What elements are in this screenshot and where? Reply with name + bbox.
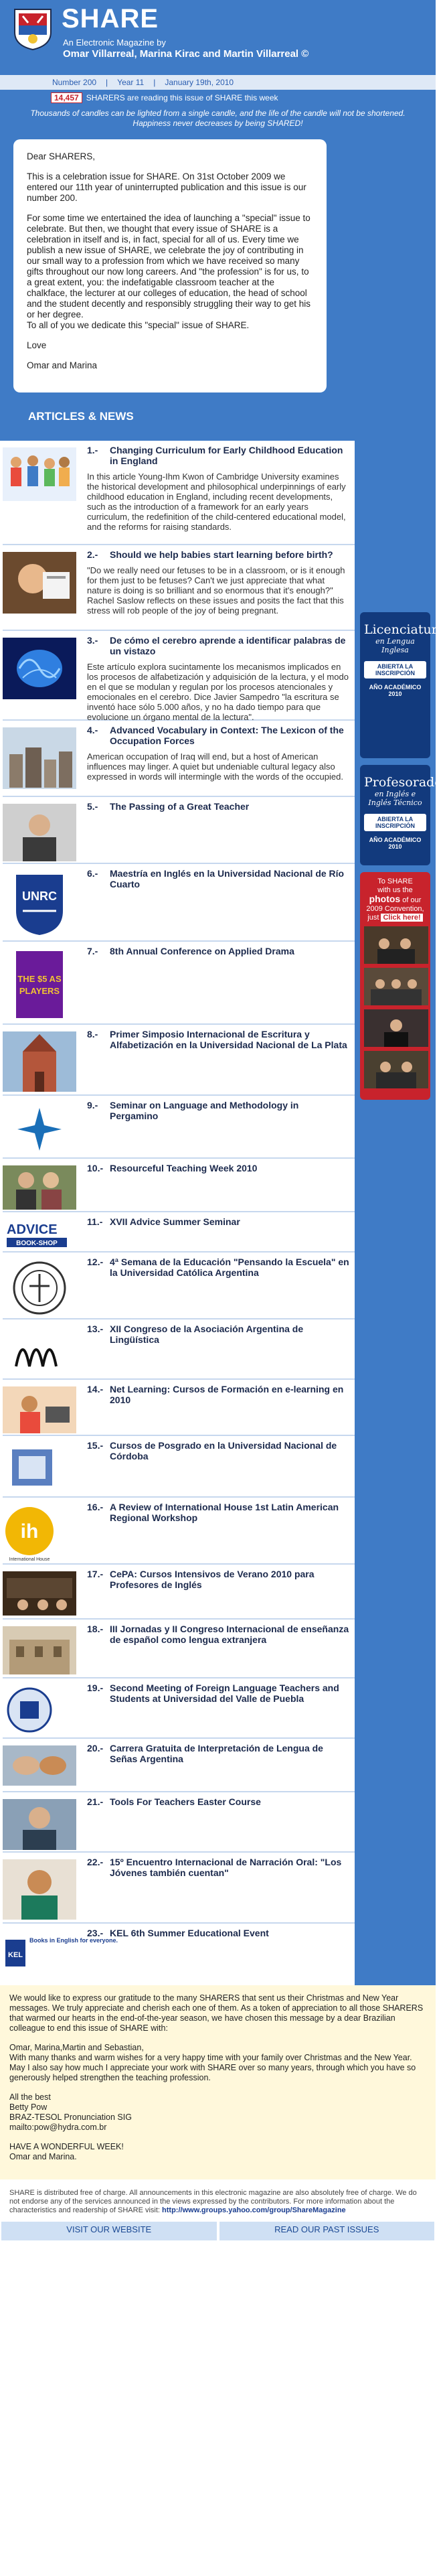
article-item[interactable] [3, 631, 355, 721]
article-title[interactable]: 2.- Should we help babies start learning before birth? [87, 549, 333, 560]
editor-letter [13, 139, 327, 392]
svg-text:PLAYERS: PLAYERS [19, 986, 60, 996]
header [0, 0, 436, 75]
article-item[interactable] [3, 1096, 355, 1159]
ad-subtitle: en Inglés e Inglés Técnico [368, 790, 422, 807]
convention-photo [364, 968, 428, 1005]
baby-photo [3, 552, 76, 614]
puebla-seal [3, 1685, 76, 1735]
letter-sign-love: Love [27, 340, 47, 350]
advice-logo [3, 1219, 76, 1248]
letter-signature: Omar and Marina [27, 360, 98, 370]
article-item[interactable] [3, 1853, 355, 1924]
convention-photo [364, 926, 428, 964]
players-logo [3, 948, 76, 1022]
profesorado-ad[interactable] [360, 765, 442, 865]
footer-buttons [0, 2222, 436, 2240]
ad-year: AÑO ACADÉMICO 2010 [369, 837, 422, 850]
svg-text:THE $5 AS: THE $5 AS [17, 974, 62, 984]
svg-text:BOOK-SHOP: BOOK-SHOP [16, 1240, 58, 1247]
article-title[interactable]: 17.- CePA: Cursos Intensivos de Verano 2010 para Profesores de Inglés [87, 1569, 315, 1590]
editors-line: Omar Villarreal, Marina Kirac and Martin Villarreal © [63, 48, 309, 60]
header-quote: Thousands of candles can be lighted from a single candle, and the life of the candle will not be shortened. Happiness never decreases by being SHARED! [0, 106, 436, 133]
article-item[interactable] [3, 864, 355, 942]
article-item[interactable] [3, 797, 355, 864]
article-item[interactable] [3, 1212, 355, 1253]
svg-text:Books in English for everyone.: Books in English for everyone. [29, 1937, 118, 1944]
article-item[interactable] [3, 721, 355, 797]
article-item[interactable] [3, 1792, 355, 1853]
article-title[interactable]: 10.- Resourceful Teaching Week 2010 [87, 1163, 258, 1173]
brain-photo [3, 638, 76, 699]
unrc-logo [3, 871, 76, 938]
storytelling-photo [3, 1859, 76, 1920]
group-url-link[interactable]: http://www.groups.yahoo.com/group/ShareMagazine [162, 2206, 346, 2214]
article-item[interactable] [3, 1253, 355, 1319]
ad-year: AÑO ACADÉMICO 2010 [369, 684, 422, 697]
email-link[interactable]: mailto:pow@hydra.com.br [9, 2123, 107, 2132]
convention-photo [364, 1009, 428, 1047]
man-portrait [3, 1799, 76, 1850]
svg-text:UNRC: UNRC [22, 889, 57, 903]
building-photo [3, 1626, 76, 1674]
article-title[interactable]: 16.- A Review of International House 1st Latin American Regional Workshop [87, 1502, 339, 1523]
issue-bar: Number 200 | Year 11 | January 19th, 2010 [0, 75, 436, 90]
svg-text:International House: International House [9, 1557, 50, 1562]
article-title[interactable]: 15.- Cursos de Posgrado en la Universidad Nacional de Córdoba [87, 1440, 337, 1461]
article-title[interactable]: 23.- KEL 6th Summer Educational Event [87, 1928, 269, 1938]
article-title[interactable]: 5.- The Passing of a Great Teacher [87, 801, 250, 812]
article-title[interactable]: 1.- Changing Curriculum for Early Childhood Education in England [87, 445, 343, 466]
article-list [0, 441, 355, 1985]
footer [0, 2179, 436, 2222]
ih-logo [3, 1504, 76, 1562]
linguistics-logo [3, 1326, 76, 1376]
article-title[interactable]: 18.- III Jornadas y II Congreso Internacional de enseñanza de español como lengua extranjera [87, 1624, 349, 1645]
closing-message [0, 1985, 436, 2179]
sidebar [355, 441, 445, 1985]
article-item[interactable] [3, 942, 355, 1025]
letter-paragraph: For some time we entertained the idea of launching a "special" issue to celebrate. But then, we thought that every issue of SHARE is a celebration in itself and is, in fact, special for all of us. Every time we publish a new issue of SHARE, we celebrate the joy of contributing in our small way to a profession from which we have received so many gifts throughout our now long careers. And "the profession" is for us, to a great extent, you: the indefatigable classroom teacher at the chalkface, the lecturer at our colleges of education, the head of school and the student decently and responsibly struggling their way to get his or her degree. To all of you we dedicate this "special" issue of SHARE. [27, 213, 311, 330]
closing-paragraph: Omar, Marina,Martin and Sebastian, With many thanks and warm wishes for a very happy time with your family over Christmas and the New Year. May I also say how much I appreciate your work with SHARE over so many years, through which you have so generously helped strengthen the teaching profession. [9, 2043, 416, 2082]
sign-language-photo [3, 1745, 76, 1786]
article-item[interactable] [3, 1924, 355, 1985]
issue-number: Number 200 [52, 78, 97, 87]
seminar-logo [3, 1102, 76, 1156]
article-title[interactable]: 22.- 15º Encuentro Internacional de Narración Oral: "Los Jóvenes también cuentan" [87, 1857, 342, 1878]
article-item[interactable] [3, 1025, 355, 1096]
article-title[interactable]: 8.- Primer Simposio Internacional de Escritura y Alfabetización en la Universidad Nacional de La Plata [87, 1029, 347, 1050]
article-title[interactable]: 11.- XVII Advice Summer Seminar [87, 1216, 240, 1227]
children-photo [3, 447, 76, 501]
licenciatura-ad[interactable] [360, 612, 445, 758]
closing-farewell: HAVE A WONDERFUL WEEK! Omar and Marina. [9, 2142, 124, 2161]
issue-year: Year 11 [117, 78, 145, 87]
article-item[interactable] [3, 441, 355, 545]
article-item[interactable] [3, 1739, 355, 1792]
cathedral-photo [3, 1031, 76, 1092]
svg-text:ADVICE: ADVICE [7, 1222, 58, 1237]
ad-title: Licenciatura [364, 622, 445, 637]
article-item[interactable] [3, 1380, 355, 1436]
article-summary: "Do we really need our fetuses to be in a classroom, or is it enough for them just to be fetuses? Can't we just appreciate that what nature is doing is so brilliant and so enormous that it's enough?" Rachel Saslow reflects on these issues and posits the fact that this stress will rob people of the joy of being pregnant. [87, 565, 345, 616]
inscription-button[interactable]: ABIERTA LA INSCRIPCIÓN [364, 661, 426, 678]
article-item[interactable] [3, 1436, 355, 1498]
article-summary: Este artículo explora sucintamente los mecanismos implicados en los procesos de alfabetización y adquisición de la lectura, y el modo en el que se modulan y regulan por los procesos atencionales y emocionales en el cerebro. Dice Javier Sampedro "la escritura se inventó hace sólo 5.000 años, y no ha dado tiempo para que evolucione un órgano mental de la lectura". [87, 662, 349, 722]
article-title[interactable]: 21.- Tools For Teachers Easter Course [87, 1796, 261, 1807]
article-title[interactable]: 4.- Advanced Vocabulary in Context: The Lexicon of the Occupation Forces [87, 725, 344, 746]
content-area [0, 441, 445, 1985]
crest-logo [9, 5, 56, 52]
article-item[interactable] [3, 1620, 355, 1678]
uca-seal [3, 1259, 76, 1317]
footer-text: SHARE is distributed free of charge. All announcements in this electronic magazine are also absolutely free of charge. We do not endorse any of the services announced in the views expressed by the contributors. For more information about the characteristics and readership of SHARE visit: http://www.groups.yahoo.com/group/ShareMagazine [9, 2189, 417, 2214]
article-title[interactable]: 9.- Seminar on Language and Methodology in Pergamino [87, 1100, 299, 1121]
article-summary: In this article Young-Ihm Kwon of Cambridge University examines the historical development and philosophical underpinnings of early childhood education in England, including recent developments, such as the introduction of a framework for an early years curriculum, the redefinition of the child-centered educational model, and the reforms for raising standards. [87, 472, 346, 532]
kel-logo [3, 1930, 118, 1979]
closing-signature: All the best Betty Pow BRAZ-TESOL Pronunciation SIG mailto:pow@hydra.com.br [9, 2092, 132, 2132]
ad-subtitle: en Lengua Inglesa [375, 637, 415, 654]
convention-photo [364, 1051, 428, 1088]
article-item[interactable] [3, 1498, 355, 1565]
article-item[interactable] [3, 1565, 355, 1620]
article-item[interactable] [3, 545, 355, 631]
article-item[interactable] [3, 1159, 355, 1212]
closing-paragraph: We would like to express our gratitude to the many SHARERS that sent us their Christmas and New Year messages. We truly appreciate and cherish each one of them. As a token of appreciation to all those SHARERS that warmed our hearts in the end-of-the-year season, we have chosen this message by a dear Brazilian colleague to end this issue of SHARE with: [9, 1993, 424, 2033]
svg-text:ih: ih [20, 1520, 39, 1543]
readers-count: 14,457 [51, 92, 82, 103]
click-here-link[interactable]: Click here! [381, 914, 422, 922]
visit-website-button[interactable]: VISIT OUR WEBSITE [1, 2222, 217, 2240]
article-item[interactable] [3, 1678, 355, 1739]
article-title[interactable]: 20.- Carrera Gratuita de Interpretación de Lengua de Señas Argentina [87, 1743, 323, 1764]
svg-text:KEL: KEL [8, 1951, 23, 1959]
readers-bar [0, 90, 436, 106]
past-issues-button[interactable]: READ OUR PAST ISSUES [219, 2222, 435, 2240]
article-title[interactable]: 6.- Maestría en Inglés en la Universidad Nacional de Río Cuarto [87, 868, 345, 889]
magazine-title: SHARE [62, 4, 159, 33]
letter-paragraph: This is a celebration issue for SHARE. On 31st October 2009 we entered our 11th year of uninterrupted publication and this issue is our number 200. [27, 171, 306, 203]
readers-text: SHARERS are reading this issue of SHARE this week [86, 93, 278, 102]
unc-logo [3, 1443, 76, 1492]
city-photo [3, 727, 76, 789]
teacher-portrait [3, 804, 76, 861]
article-item[interactable] [3, 1319, 355, 1380]
convention-photos-ad[interactable] [360, 872, 430, 1100]
letter-section [0, 133, 436, 399]
classroom-photo [3, 1571, 76, 1616]
article-title[interactable]: 14.- Net Learning: Cursos de Formación en e-learning en 2010 [87, 1384, 344, 1405]
article-title[interactable]: 12.- 4ª Semana de la Educación "Pensando la Escuela" en la Universidad Católica Argentina [87, 1257, 349, 1278]
article-title[interactable]: 3.- De cómo el cerebro aprende a identificar palabras de un vistazo [87, 635, 346, 656]
article-title[interactable]: 7.- 8th Annual Conference on Applied Drama [87, 946, 294, 956]
article-title[interactable]: 19.- Second Meeting of Foreign Language Teachers and Students at Universidad del Valle de Puebla [87, 1683, 339, 1704]
article-title[interactable]: 13.- XII Congreso de la Asociación Argentina de Lingüística [87, 1323, 304, 1345]
inscription-button[interactable]: ABIERTA LA INSCRIPCIÓN [364, 814, 426, 831]
elearning-photo [3, 1386, 76, 1433]
people-photo [3, 1165, 76, 1210]
magazine-subtitle: An Electronic Magazine by [63, 38, 166, 48]
articles-heading: ARTICLES & NEWS [0, 399, 436, 441]
ad-title: Profesorado [364, 775, 442, 790]
article-summary: American occupation of Iraq will end, but a host of American influences may linger. A quiet but undeniable cultural legacy also expressed in words will intermingle with the words of the occupied. [87, 752, 343, 782]
ad-text: To SHARE with us the photos of our 2009 Convention, just Click here! [366, 877, 424, 922]
issue-date: January 19th, 2010 [165, 78, 234, 87]
letter-greeting: Dear SHARERS, [27, 151, 96, 161]
